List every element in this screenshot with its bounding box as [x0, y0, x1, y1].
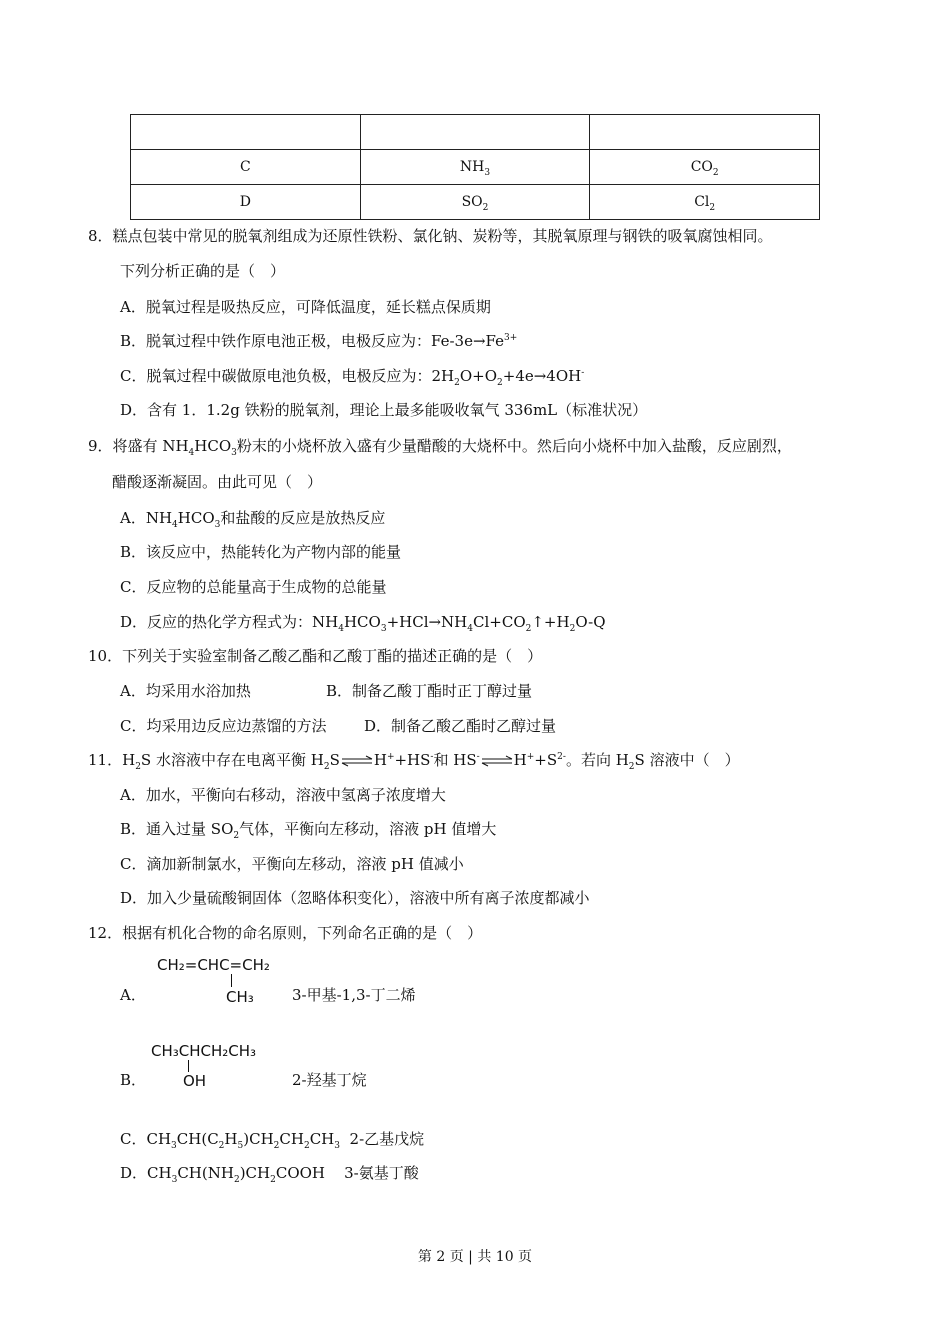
q10-stem: [88, 646, 542, 666]
option-text: 气体，平衡向左移动，溶液 pH 值增大: [239, 820, 497, 838]
q12-option-a-structure-branch: CH₃: [226, 988, 254, 1006]
q8-option-a: A．脱氧过程是吸热反应，可降低温度，延长糕点保质期: [120, 298, 491, 316]
option-text: D．CH: [120, 1164, 172, 1182]
question-number: 10．: [88, 647, 123, 665]
q11-option-c: C．滴加新制氯水，平衡向左移动，溶液 pH 值减小: [120, 855, 464, 873]
table-cell: $SO_2$: [360, 185, 590, 220]
q12-option-b-label: B．: [120, 1071, 147, 1089]
q10-option-a: A．均采用水浴加热: [120, 682, 251, 700]
option-text: C．脱氧过程中碳做原电池负极，电极反应为：2H: [120, 367, 455, 385]
question-stem: 将盛有 NH: [112, 437, 189, 455]
q12-option-a-label: A．: [120, 986, 146, 1004]
option-text: A．NH: [120, 509, 173, 527]
question-number: 9．: [88, 437, 113, 455]
q8-option-b: [120, 331, 517, 351]
table-cell: C: [131, 150, 361, 185]
option-text: B．通入过量 SO: [120, 820, 234, 838]
option-text: CH(NH: [177, 1164, 234, 1182]
superscript: 3+: [504, 333, 518, 343]
q8-option-c: C．脱氧过程中碳做原电池负极，电极反应为：$2H_2O+O_2+4e\to 4OH^-$: [120, 367, 585, 388]
q12-option-a-structure-main: CH₂=CHC=CH₂: [157, 956, 270, 974]
option-text: HCO: [343, 613, 381, 631]
option-text: O-Q: [575, 613, 606, 631]
q10-option-c: C．均采用边反应边蒸馏的方法: [120, 717, 327, 735]
q8-option-d: D．含有 1．1.2g 铁粉的脱氧剂，理论上最多能吸收氧气 336mL（标准状况）: [120, 401, 648, 419]
q12-option-b-structure-main: CH₃CHCH₂CH₃: [151, 1042, 257, 1060]
q9-stem-line2: 醋酸逐渐凝固。由此可见（ ）: [112, 473, 323, 491]
option-text: C．CH: [120, 1130, 172, 1148]
q12-option-b-name: 2-羟基丁烷: [292, 1071, 367, 1089]
table-cell: [131, 115, 361, 150]
bond-line: [188, 1060, 189, 1072]
table-row: [131, 185, 820, 220]
options-table: [130, 114, 820, 220]
equilibrium-arrow-icon: [340, 755, 374, 767]
table-cell: $CO_2$: [590, 150, 820, 185]
question-number: 8．: [88, 227, 113, 245]
table-cell: $NH_3$: [360, 150, 590, 185]
q9-stem-line1: 9．将盛有 $NH_4HCO_3$粉末的小烧杯放入盛有少量醋酸的大烧杯中。然后向小烧杯中加入盐酸，反应剧烈，: [88, 437, 792, 458]
option-name: 2-乙基戊烷: [349, 1130, 425, 1148]
q9-option-a: A．$NH_4HCO_3$和盐酸的反应是放热反应: [120, 509, 386, 530]
equilibrium-arrow-icon: [480, 755, 514, 767]
q11-option-b: B．通入过量 $SO_2$气体，平衡向左移动，溶液 pH 值增大: [120, 820, 497, 841]
question-stem: 下列关于实验室制备乙酸乙酯和乙酸丁酯的描述正确的是（ ）: [122, 647, 543, 665]
option-text: )CH: [243, 1130, 274, 1148]
option-text: CH: [309, 1130, 335, 1148]
table-cell: [590, 115, 820, 150]
question-number: 12．: [88, 924, 123, 942]
question-stem: 。若向 H: [565, 751, 629, 769]
table-cell: D: [131, 185, 361, 220]
q12-option-a-name: 3-甲基-1,3-丁二烯: [292, 986, 416, 1004]
table-row: [131, 115, 820, 150]
bond-line: [231, 974, 232, 987]
option-text: B．脱氧过程中铁作原电池正极，电极反应为：Fe-3e→Fe: [120, 332, 505, 350]
q8-stem-line2: 下列分析正确的是（ ）: [120, 262, 286, 280]
option-text: ↑+H: [531, 613, 570, 631]
q11-stem: 11．$H_2S$ 水溶液中存在电离平衡 $H_2S$ H++HS-和 HS- $H^++S^{2-}$。若向 $H_2S$ 溶液中（ ）: [88, 751, 740, 772]
option-text: CH: [279, 1130, 304, 1148]
table-row: [131, 150, 820, 185]
q9-option-b: B．该反应中，热能转化为产物内部的能量: [120, 543, 402, 561]
q10-option-b: B．制备乙酸丁酯时正丁醇过量: [326, 682, 533, 700]
option-text: Cl+CO: [473, 613, 526, 631]
question-stem: 根据有机化合物的命名原则，下列命名正确的是（ ）: [122, 924, 483, 942]
question-stem: HCO: [194, 437, 232, 455]
question-stem: 糕点包装中常见的脱氧剂组成为还原性铁粉、氯化钠、炭粉等，其脱氧原理与钢铁的吸氧腐蚀相同。: [112, 227, 773, 245]
option-name: 3-氨基丁酸: [344, 1164, 419, 1182]
q12-option-c: C．$CH_3CH(C_2H_5)CH_2CH_2CH_3$ 2-乙基戊烷: [120, 1130, 425, 1151]
table-cell: $Cl_2$: [590, 185, 820, 220]
q10-option-d: D．制备乙酸乙酯时乙醇过量: [364, 717, 557, 735]
page-footer: 第 2 页 | 共 10 页: [417, 1249, 533, 1265]
question-stem: 粉末的小烧杯放入盛有少量醋酸的大烧杯中。然后向小烧杯中加入盐酸，反应剧烈，: [236, 437, 792, 455]
option-text: CH(C: [176, 1130, 219, 1148]
q12-option-d: D．$CH_3CH(NH_2)CH_2COOH$ 3-氨基丁酸: [120, 1164, 419, 1185]
q12-stem: [88, 923, 482, 943]
option-text: D．反应的热化学方程式为：NH: [120, 613, 339, 631]
question-number: 11．: [88, 751, 123, 769]
option-text: HCO: [177, 509, 215, 527]
q9-option-c: C．反应物的总能量高于生成物的总能量: [120, 578, 387, 596]
option-text: COOH: [275, 1164, 325, 1182]
question-stem: S 溶液中（ ）: [634, 751, 740, 769]
q8-stem-line1: [88, 226, 773, 246]
q9-option-d: D．反应的热化学方程式为：$NH_4HCO_3+HCl\to NH_4Cl+CO_2↑+H_2O-Q$: [120, 613, 606, 634]
q12-option-b-structure-branch: OH: [183, 1072, 207, 1090]
q11-option-d: D．加入少量硫酸铜固体（忽略体积变化），溶液中所有离子浓度都减小: [120, 889, 590, 907]
q11-option-a: A．加水，平衡向右移动，溶液中氢离子浓度增大: [120, 786, 446, 804]
option-text: )CH: [239, 1164, 271, 1182]
table-cell: [360, 115, 590, 150]
option-text: 和盐酸的反应是放热反应: [220, 509, 386, 527]
option-text: +HCl→NH: [386, 613, 468, 631]
option-text: H: [224, 1130, 238, 1148]
